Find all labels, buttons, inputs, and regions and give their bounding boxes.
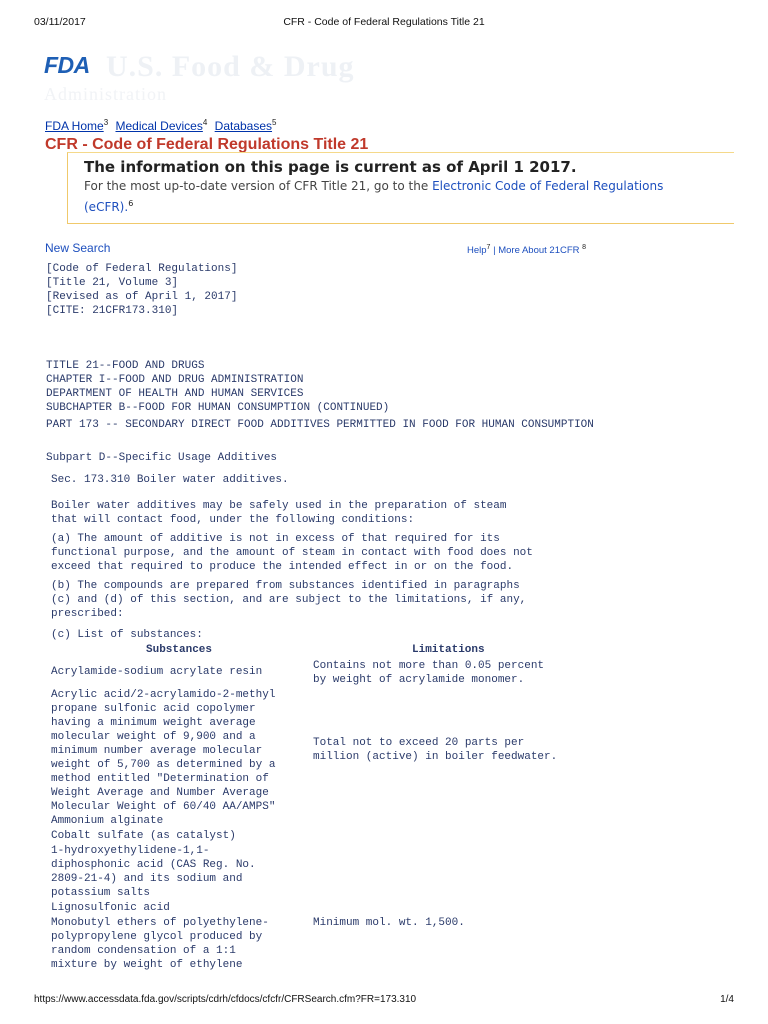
- link-separator: |: [490, 245, 499, 257]
- substances-table: [51, 643, 611, 971]
- breadcrumb-medical-devices[interactable]: Medical Devices: [115, 119, 203, 133]
- table-row: [51, 916, 611, 972]
- table-row: [51, 901, 611, 915]
- breadcrumb: [45, 118, 280, 133]
- limitation-cell: Contains not more than 0.05 percent by weight of acrylamide monomer.: [313, 660, 545, 686]
- help-link[interactable]: Help: [467, 245, 487, 257]
- paragraph-a: (a) The amount of additive is not in excess of that required for its functional purpose, and the amount of steam in contact with food does not exceed that required to produce the intended effect in or on the food.: [51, 533, 533, 573]
- footnote-ref: 5: [272, 118, 277, 127]
- ecfr-link[interactable]: Electronic Code of Federal Regulations (eCFR).: [84, 179, 664, 214]
- notice-body: [84, 178, 714, 216]
- fda-logo[interactable]: FDA: [44, 52, 90, 78]
- column-header-substances: Substances: [146, 644, 213, 656]
- print-footer: [34, 994, 734, 1008]
- footnote-ref: 3: [103, 118, 109, 127]
- currency-notice: [67, 152, 734, 224]
- section-heading: Sec. 173.310 Boiler water additives.: [51, 474, 289, 486]
- paragraph-c: (c) List of substances:: [51, 629, 203, 641]
- more-about-21cfr-link[interactable]: More About 21CFR: [498, 245, 580, 257]
- part-heading: PART 173 -- SECONDARY DIRECT FOOD ADDITIVES PERMITTED IN FOOD FOR HUMAN CONSUMPTION: [46, 419, 594, 431]
- cfr-citation-header: [Code of Federal Regulations] [Title 21, Volume 3] [Revised as of April 1, 2017] [CITE: 21CFR173.310]: [46, 263, 238, 317]
- page-number: 1/4: [720, 994, 734, 1005]
- column-header-limitations: Limitations: [412, 644, 485, 656]
- page-title: CFR - Code of Federal Regulations Title 21: [45, 136, 369, 153]
- paragraph-b: (b) The compounds are prepared from substances identified in paragraphs (c) and (d) of this section, and are subject to the limitations, if any, prescribed:: [51, 580, 527, 620]
- substance-cell: Ammonium alginate: [51, 815, 164, 827]
- footnote-ref: 6: [128, 199, 134, 208]
- substance-cell: Lignosulfonic acid: [51, 902, 170, 914]
- table-row: [51, 659, 611, 687]
- site-header: [44, 50, 744, 110]
- subpart-heading: Subpart D--Specific Usage Additives: [46, 452, 278, 464]
- table-row: [51, 829, 611, 843]
- print-title: CFR - Code of Federal Regulations Title 21: [283, 16, 485, 28]
- print-date: 03/11/2017: [34, 16, 86, 28]
- table-row: [51, 688, 611, 814]
- faded-banner-sub: Administration: [44, 84, 167, 104]
- footnote-ref: 8: [582, 244, 587, 251]
- footnote-ref: 7: [486, 244, 491, 251]
- title-hierarchy: TITLE 21--FOOD AND DRUGS CHAPTER I--FOOD AND DRUG ADMINISTRATION DEPARTMENT OF HEALTH AND HUMAN SERVICES SUBCHAPTER B--FOOD FOR HUMAN CONSUMPTION (CONTINUED): [46, 360, 390, 414]
- substance-cell: Acrylic acid/2-acrylamido-2-methyl propane sulfonic acid copolymer having a minimum weight average molecular weight of 9,900 and a minimum number average molecular weight of 5,700 as determined by a method entitled "Determination of Weight Average and Number Average Molecular Weight of 60/40 AA/AMPS": [51, 689, 276, 813]
- help-links: [467, 244, 586, 256]
- table-row: [51, 844, 611, 900]
- new-search-link[interactable]: New Search: [45, 241, 111, 255]
- print-header: [34, 16, 734, 30]
- substance-cell: Acrylamide-sodium acrylate resin: [51, 666, 263, 678]
- notice-headline: The information on this page is current as of April 1 2017.: [84, 158, 577, 176]
- limitation-cell: Total not to exceed 20 parts per million (active) in boiler feedwater.: [313, 737, 558, 763]
- paragraph-intro: Boiler water additives may be safely used in the preparation of steam that will contact food, under the following conditions:: [51, 500, 507, 526]
- substance-cell: Cobalt sulfate (as catalyst): [51, 830, 236, 842]
- breadcrumb-fda-home[interactable]: FDA Home: [45, 119, 104, 133]
- breadcrumb-databases[interactable]: Databases: [214, 119, 273, 133]
- page-url: https://www.accessdata.fda.gov/scripts/cdrh/cfdocs/cfcfr/CFRSearch.cfm?FR=173.310: [34, 994, 417, 1005]
- substance-cell: 1-hydroxyethylidene-1,1- diphosphonic acid (CAS Reg. No. 2809-21-4) and its sodium and potassium salts: [51, 845, 256, 899]
- substance-cell: Monobutyl ethers of polyethylene- polypropylene glycol produced by random condensation of a 1:1 mixture by weight of ethylene: [51, 917, 269, 971]
- footnote-ref: 4: [202, 118, 208, 127]
- table-row: [51, 814, 611, 828]
- notice-text: For the most up-to-date version of CFR Title 21, go to the: [84, 179, 433, 193]
- faded-banner: U.S. Food & Drug: [106, 50, 355, 83]
- limitation-cell: Minimum mol. wt. 1,500.: [313, 917, 465, 929]
